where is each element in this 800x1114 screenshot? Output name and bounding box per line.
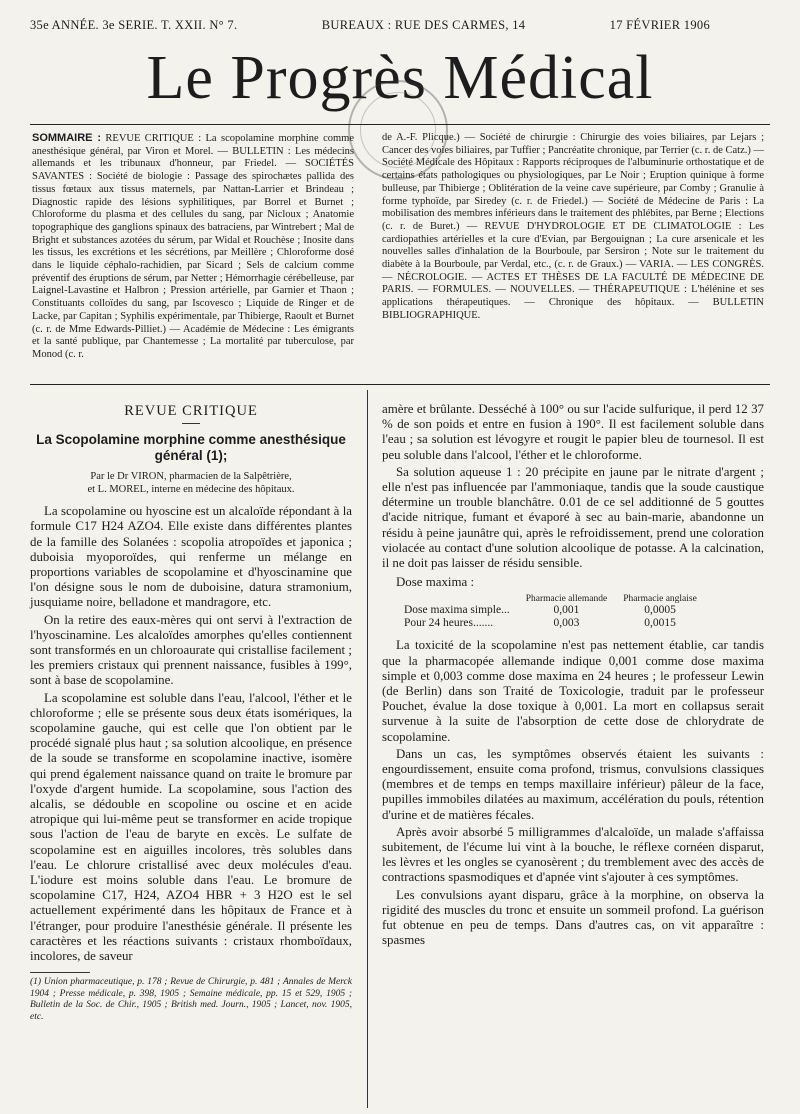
- article-byline: [30, 470, 352, 496]
- issue-info: 35e ANNÉE. 3e SERIE. T. XXII. N° 7.: [30, 18, 238, 32]
- paragraph: La scopolamine est soluble dans l'eau, l'alcool, l'éther et le chloroforme ; elle se présente sous deux états isomériques, la scopolamine gauche, qui est celle que l'on obtient par le procédé signalé plus haut ; sa solution alcoolique, en présence de la soude se transforme en scopolamine inactive, isomère qui prend également naissance quand on traite le bromure par l'oxyde d'argent humide. La scopolamine, sous l'action des alcalis, se dédouble en scopoline ou oscine et en acide atropique qui lui-même peut se transformer en acide tropique sous l'action de l'eau de baryte en excès. Le sulfate de scopolamine est en aiguilles incolores, très solubles dans l'eau. Le chlorure cristallisé avec deux molécules d'eau. L'iodure est moins soluble dans l'eau. Le bromure de scopolamine C17, H24, AZO4 HBR + 3 H2O est le sel actuellement expérimenté dans les hôpitaux de France et à l'étranger, pour produire l'anesthésie générale. Il présente les caractères et les réactions suivants : cristaux rhomboïdaux, incolores, de saveur: [30, 690, 352, 964]
- column-divider: [367, 390, 368, 1108]
- paragraph: amère et brûlante. Desséché à 100° ou sur l'acide sulfurique, il perd 12 37 % de son poids et entre en fusion à 190°. Il est facilement soluble dans l'eau ; sa solution est lévogyre et rougit le papier bleu de tournesol. Il est peu soluble dans l'alcool, l'éther et le chloroforme.: [382, 402, 764, 462]
- issue-date: 17 FÉVRIER 1906: [609, 18, 710, 32]
- byline-author-1: Par le Dr VIRON, pharmacien de la Salpêtrière,: [90, 471, 292, 483]
- dose-label: Dose maxima :: [396, 575, 475, 590]
- paragraph: Les convulsions ayant disparu, grâce à la morphine, on observa la rigidité des muscles du tronc et ensuite un sommeil profond. La guérison fut obtenue en peu de temps. Dans d'autres cas, on vit apparaître : spasmes: [382, 887, 764, 948]
- dose-value: 0,0005: [644, 604, 676, 617]
- paragraph: On la retire des eaux-mères qui ont servi à l'extraction de l'hyoscinamine. Les alcaloïdes amorphes qu'elles contiennent sont transformés en un chloroaurate qui cristallise facilement ; les premiers cristaux qui prennent naissance, fusibles à 199°, sont à base de scopolamine.: [30, 612, 352, 688]
- sommaire-rule: [30, 384, 770, 385]
- paragraph: La scopolamine ou hyoscine est un alcaloïde répondant à la formule C17 H24 AZO4. Elle existe dans différentes plantes de la famille des Solanées : scopolia atropoïdes et japonica ; duboisia myoporoïdes, qui renferme un mélange en proportions variables de scopolamine et d'hyoscinamine que l'on désigne sous le nom de duboisine, datura stramonium, jusquiame noire, belladone et mandragore, etc.: [30, 504, 352, 610]
- dose-table-header: Pharmacie anglaise: [623, 594, 697, 605]
- dose-value: 0,0015: [644, 617, 676, 630]
- paragraph: La toxicité de la scopolamine n'est pas nettement établie, car tandis que la pharmacopée allemande indique 0,001 comme dose maxima simple et 0,003 comme dose maxima en 24 heures ; le professeur Lewin (de Berlin) dans son Traité de Toxicologie, traduit par le professeur Pouchet, évalue la dose toxique à 0,001. La mort en collapsus serait survenue à la suite de l'absorption de cette dose de chlorydrate de scopolamine.: [382, 638, 764, 744]
- article-left-column: [30, 404, 352, 1023]
- masthead-title: Le Progrès Médical: [146, 44, 654, 112]
- dose-table: [396, 594, 705, 630]
- table-row: [396, 604, 705, 617]
- paragraph: Sa solution aqueuse 1 : 20 précipite en jaune par le nitrate d'argent ; elle n'est pas influencée par l'ammoniaque, tandis que la soude caustique détermine un trouble blanchâtre. 0.01 de ce sel additionné de 5 gouttes d'acide nitrique, fumant et évaporé à sec au bain-marie, abandonne un résidu à peine jaunâtre qui, après le refroidissement, prend une coloration violacée au contact d'une solution alcoolique de potasse. A la calcination, il ne doit pas laisser de résidu sensible.: [382, 464, 764, 571]
- dose-row-label: Dose maxima simple...: [404, 604, 510, 617]
- section-title: REVUE CRITIQUE: [124, 403, 258, 419]
- sommaire-left: [32, 132, 354, 362]
- masthead-rule: [30, 124, 770, 125]
- footnote-rule: [30, 972, 90, 973]
- sommaire-right-text: de A.-F. Plicque.) — Société de chirurgie : Chirurgie des voies biliaires, par Lejars ; Cancer des voies biliaires, par Tuffier ; Pancréatite chronique, par Terrier (c. r. de Catz.) — Société Médicale des Hôpitaux : Rapports réciproques de l'albuminurie orthostatique et de certains états pathologiques ou physiologiques, par Le Noir ; Eruption quinique à forme bulleuse, par Thibierge ; Oblitération de la veine cave supérieure, par Comby ; Granulie à forme typhoïde, par Siredey (c. r. de Friedel.) — Société de Médecine de Paris : La mobilisation des membres inférieurs dans le traitement des phlébites, par Berne ; Elections (c. r. de Buret.) — REVUE D'HYDROLOGIE ET DE CLIMATOLOGIE : Les cardiopathies artérielles et la cure d'Evian, par Bergouignan ; La cure arsenicale et les nouvelles salles d'inhalation de la Bourboule, par Sersiron ; Note sur le traitement du diabète à la Bourboule, par Verdal, etc., (c. r. de Graux.) — VARIA. — LES CONGRÈS. — NÉCROLOGIE. — ACTES ET THÈSES DE LA FACULTÉ DE MÉDECINE DE PARIS. — FORMULES. — NOUVELLES. — THÉRAPEUTIQUE : L'hélénine et ses applications thérapeutiques. — Chronique des hôpitaux. — BULLETIN BIBLIOGRAPHIQUE.: [382, 132, 764, 321]
- sommaire-left-text: REVUE CRITIQUE : La scopolamine morphine comme anesthésique général, par Viron et Morel. — BULLETIN : Les médecins allemands et les tribunaux d'honneur, par Friedel. — SOCIÉTÉS SAVANTES : Société de biologie : Passage des spirochætes pallida des tissus fœtaux aux tissus maternels, par Nattan-Larrier et Brindeau ; Diagnostic rapide des lésions syphilitiques, par Borrel et Burnet ; Chloroforme du plasma et des cellules du sang, par Nicloux ; Anatomie topographique des ganglions spinaux des batraciens, par Wintrebert ; Mal de Bright et substances azotées du sérum, par Widal et Rouchèse ; Inosite dans les tissus, les excrétions et les sécrétions, par Meillère ; Chloroforme dosé dans le liquide céphalo-rachidien, par Sicard ; Sels de calcium comme préventif des éruptions de sérum, par Netter ; Hémorrhagie cérébelleuse, par Laignel-Lavastine et Halbron ; Pression artérielle, par Garnier et Thaon ; Constituants colloïdes du sang, par Iscovesco ; Liquide de Ringer et de Lacke, par Capitan ; Syphilis expérimentale, par Thibierge, Raoult et Burnet (c. r. de Mme Edwards-Pilliet.) — Académie de Médecine : Les émigrants et la santé publique, par Chantemesse ; La mortalité par tuberculose, par Monod (c. r.: [32, 133, 354, 360]
- paragraph: Après avoir absorbé 5 milligrammes d'alcaloïde, un malade s'affaissa subitement, de l'écume lui vint à la bouche, le réflexe cornéen disparut, les lèvres et les ongles se cyanosèrent ; du tremblement avec des accès de contractions spasmodiques et d'apnée vint s'ajouter à ces symptômes.: [382, 824, 764, 885]
- article-title: La Scopolamine morphine comme anesthésique général (1);: [36, 432, 346, 464]
- article-right-column: [382, 402, 764, 951]
- paragraph: Dans un cas, les symptômes observés étaient les suivants : engourdissement, ensuite coma profond, trismus, convulsions classiques (membres et de temps en temps maxillaire inférieur) pâleur de la face, pupilles immobiles dilatées au maximum, accélération du pouls, rétention d'urine et de matières fécales.: [382, 746, 764, 822]
- dose-value: 0,001: [553, 604, 580, 617]
- bureaux-address: BUREAUX : RUE DES CARMES, 14: [321, 18, 526, 32]
- sommaire-label: SOMMAIRE :: [32, 132, 101, 144]
- dose-row-label: Pour 24 heures.......: [404, 617, 494, 630]
- dose-table-corner: [396, 594, 518, 604]
- footnote: (1) Union pharmaceutique, p. 178 ; Revue de Chirurgie, p. 481 ; Annales de Merck 1904 ; Presse médicale, p. 398, 1905 ; Semaine médicale, pp. 15 et 529, 1905 ; Bulletin de la Soc. de Chir., 1905 ; British med. Journ., 1905 ; Lancet, nov. 1905, etc.: [30, 977, 352, 1022]
- header-line: [30, 18, 710, 38]
- sommaire-right: [382, 132, 764, 323]
- section-rule: [182, 423, 200, 424]
- table-row: [396, 617, 705, 630]
- byline-author-2: et L. MOREL, interne en médecine des hôpitaux.: [87, 484, 295, 496]
- dose-value: 0,003: [553, 617, 580, 630]
- dose-table-header: Pharmacie allemande: [525, 594, 608, 605]
